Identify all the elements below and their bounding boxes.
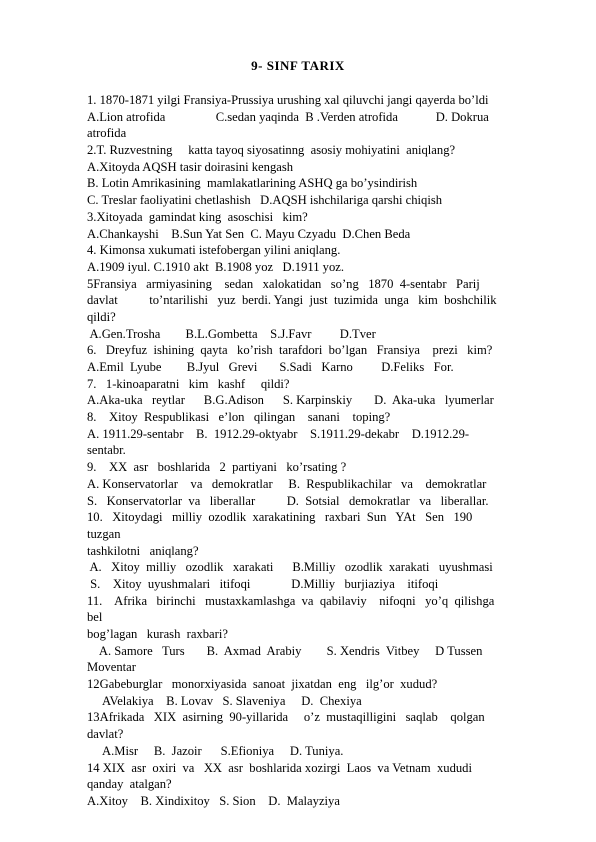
text-line: A.1909 iyul. C.1910 akt B.1908 yoz D.1911 yoz. xyxy=(87,259,344,274)
text-line: A.Aka-uka reytlar B.G.Adison S. Karpinskiy D. Aka-uka lyumerlar xyxy=(87,393,494,408)
text-line: A. 1911.29-sentabr B. 1912.29-oktyabr S.1911.29-dekabr D.1912.29- xyxy=(87,426,470,441)
text-line: A.Gen.Trosha B.L.Gombetta S.J.Favr D.Tver xyxy=(87,326,376,341)
text-line: AVelakiya B. Lovav S. Slaveniya D. Chexiya xyxy=(87,693,362,708)
text-line: 1. 1870-1871 yilgi Fransiya-Prussiya urushing xal qiluvchi jangi qayerda bo’ldi xyxy=(87,93,489,107)
text-line: 13Afrikada XIX asirning 90-yillarida o’z mustaqilligini saqlab qolgan xyxy=(87,710,485,725)
text-line: S. Konservatorlar va liberallar D. Sotsial demokratlar va liberallar. xyxy=(87,493,489,508)
text-line: qanday atalgan? xyxy=(87,777,172,792)
text-line: atrofida xyxy=(87,126,127,141)
text-line: 11. Afrika birinchi mustaxkamlashga va qabilaviy nifoqni yo’q qilishga xyxy=(87,593,495,608)
question-list xyxy=(87,92,557,810)
text-line: 4. Kimonsa xukumati istefobergan yilini aniqlang. xyxy=(87,243,341,258)
text-line: Moventar xyxy=(87,660,136,675)
text-line: 9. XX asr boshlarida 2 partiyani ko’rsating ? xyxy=(87,460,347,475)
text-line: 12Gabeburglar monorxiyasida sanoat jixatdan eng ilg’or xudud? xyxy=(87,677,438,692)
text-line: A.Xitoyda AQSH tasir doirasini kengash xyxy=(87,159,294,174)
text-line: A.Lion atrofida C.sedan yaqinda B .Verden atrofida D. Dokrua xyxy=(87,109,489,124)
text-line: 2.T. Ruzvestning katta tayoq siyosatinng asosiy mohiyatini aniqlang? xyxy=(87,143,456,158)
text-line: A. Samore Turs B. Axmad Arabiy S. Xendris Vitbey D Tussen xyxy=(87,643,483,658)
text-line: C. Treslar faoliyatini chetlashish D.AQSH ishchilariga qarshi chiqish xyxy=(87,193,443,208)
text-line: S. Xitoy uyushmalari itifoqi D.Milliy burjiaziya itifoqi xyxy=(87,576,439,591)
text-line: B. Lotin Amrikasining mamlakatlarining ASHQ ga bo’ysindirish xyxy=(87,176,418,191)
text-line: 6. Dreyfuz ishining qayta ko’rish tarafdori bo’lgan Fransiya prezi kim? xyxy=(87,343,493,358)
text-line: 3.Xitoyada gamindat king asoschisi kim? xyxy=(87,209,308,224)
text-line: 8. Xitoy Respublikasi e’lon qilingan sanani toping? xyxy=(87,410,391,425)
text-line: A.Chankayshi B.Sun Yat Sen C. Mayu Czyadu D.Chen Beda xyxy=(87,226,411,241)
text-line: A.Xitoy B. Xindixitoy S. Sion D. Malayziya xyxy=(87,793,340,808)
text-line: tashkilotni aniqlang? xyxy=(87,543,199,558)
text-line: sentabr. xyxy=(87,443,126,458)
page-title: 9- SINF TARIX xyxy=(251,58,345,73)
text-line: A. Xitoy milliy ozodlik xarakati B.Milliy ozodlik xarakati uyushmasi xyxy=(87,560,493,575)
text-line: qildi? xyxy=(87,309,116,324)
text-line: 10. Xitoydagi milliy ozodlik xarakatining raxbari Sun YAt Sen 190 xyxy=(87,510,473,525)
text-line: davlat? xyxy=(87,727,124,742)
text-line: bog’lagan kurash raxbari? xyxy=(87,627,228,641)
text-line: 5Fransiya armiyasining sedan xalokatidan so’ng 1870 4-sentabr Parij xyxy=(87,276,480,291)
text-line: 7. 1-kinoaparatni kim kashf qildi? xyxy=(87,376,290,391)
text-line: A. Konservatorlar va demokratlar B. Respublikachilar va demokratlar xyxy=(87,476,487,491)
text-line: 14 XIX asr oxiri va XX asr boshlarida xozirgi Laos va Vetnam xududi xyxy=(87,760,472,775)
text-line: tuzgan xyxy=(87,526,121,541)
text-line: davlat to’ntarilishi yuz berdi. Yangi just tuzimida unga kim boshchilik xyxy=(87,293,497,308)
text-line: A.Misr B. Jazoir S.Efioniya D. Tuniya. xyxy=(87,743,344,758)
text-line: bel xyxy=(87,610,103,625)
text-line: A.Emil Lyube B.Jyul Grevi S.Sadi Karno D.Feliks For. xyxy=(87,360,454,374)
